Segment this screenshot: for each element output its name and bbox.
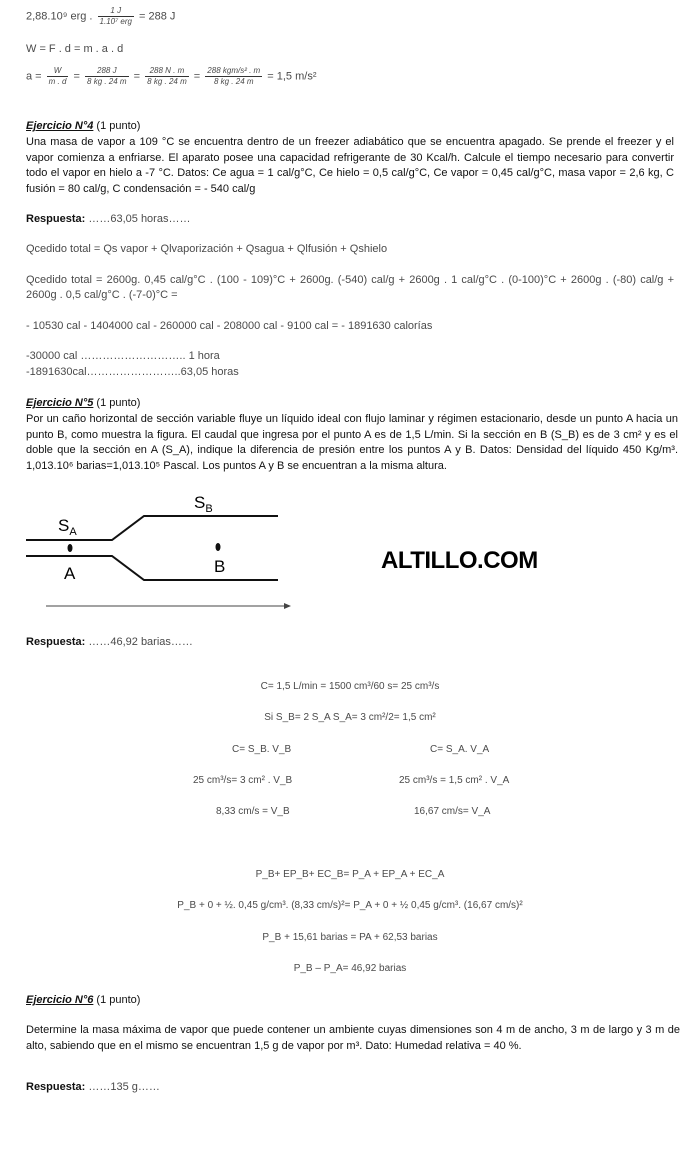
- fraction-1-num: W: [47, 66, 69, 77]
- fraction-4: [205, 66, 262, 87]
- exercise-6-answer: [26, 1080, 160, 1094]
- continuity-b: C= S_B. V_B: [232, 744, 292, 755]
- fraction-2-num: 288 J: [85, 66, 129, 77]
- exercise-4-title: Ejercicio N°4: [26, 120, 94, 132]
- section-line: Si S_B= 2 S_A S_A= 3 cm²/2= 1,5 cm²: [264, 712, 436, 723]
- fraction-4-den: 8 kg . 24 m: [213, 77, 254, 86]
- flow-arrow-head: [284, 603, 291, 609]
- acceleration-prefix: a =: [26, 70, 42, 83]
- conversion-left: 2,88.10⁹ erg .: [26, 10, 93, 23]
- label-sa: $S_A$: [58, 516, 77, 538]
- acceleration-result: = 1,5 m/s²: [267, 70, 317, 83]
- answer-label: Respuesta:: [26, 213, 86, 225]
- fraction-1-den: m . d: [48, 77, 67, 86]
- exercise-4-answer: [26, 212, 190, 226]
- label-sb: $S_B$: [194, 493, 213, 515]
- watermark-logo: ALTILLO.COM: [381, 547, 538, 574]
- pipe-diagram: [20, 488, 310, 616]
- fraction-2: [85, 66, 129, 87]
- exercise-4-points: (1 punto): [93, 120, 141, 132]
- exercise-6-statement: Determine la masa máxima de vapor que puede contener un ambiente cuyas dimensiones son 4 m de ancho, 3 m de largo y 3 m de alto, sabiendo que en el mismo se encuentran 1,5 g de vapor por m³. Dato: Humedad relativa = 40 %.: [26, 1024, 680, 1052]
- answer-value: ……46,92 barias……: [88, 636, 193, 648]
- exercise-4-heading: [26, 119, 140, 133]
- exercise-5-heading: [26, 396, 140, 410]
- continuity-a: C= S_A. V_A: [430, 744, 490, 755]
- exercise-5-answer: [26, 635, 193, 649]
- exercise-6-points: (1 punto): [93, 994, 141, 1006]
- heat-sum-line: - 10530 cal - 1404000 cal - 260000 cal - 208000 cal - 9100 cal = - 1891630 calorías: [26, 320, 433, 332]
- fraction-1: [47, 66, 69, 87]
- label-point-b: B: [214, 557, 226, 576]
- bernoulli-line: P_B+ EP_B+ EC_B= P_A + EP_A + EC_A: [255, 869, 445, 880]
- fraction-3-den: 8 kg . 24 m: [147, 77, 187, 86]
- equals-2: =: [133, 70, 141, 83]
- conversion-denominator: 1.10⁷ erg: [99, 17, 132, 26]
- exercise-6-heading: [26, 993, 140, 1007]
- bernoulli-substitution: P_B + 0 + ½. 0,45 g/cm³. (8,33 cm/s)²= P_A + 0 + ½ 0,45 g/cm³. (16,67 cm/s)²: [177, 900, 523, 911]
- exercise-5-points: (1 punto): [93, 397, 141, 409]
- fraction-2-den: 8 kg . 24 m: [87, 77, 127, 86]
- velocity-b: 8,33 cm/s = V_B: [216, 806, 290, 817]
- conversion-right: = 288 J: [139, 10, 176, 23]
- exercise-6-title: Ejercicio N°6: [26, 994, 94, 1006]
- velocity-a: 16,67 cm/s= V_A: [414, 806, 491, 817]
- equals-3: =: [193, 70, 201, 83]
- exercise-5-title: Ejercicio N°5: [26, 397, 94, 409]
- exercise-5-statement: Por un caño horizontal de sección variable fluye un líquido ideal con flujo laminar y régimen estacionario, desde un punto A hacia un punto B, como muestra la figura. El caudal que ingresa por el punto A es de 1,5 L/min. Si la sección en B (S_B) es de 3 cm² y es el doble que la sección en A (S_A), indique la diferencia de presión entre los puntos A y B. Datos: Densidad del líquido 450 Kg/m³. 1,013.10⁶ barias=1,013.10⁵ Pascal. Los puntos A y B se encuentran a la misma altura.: [26, 413, 678, 472]
- flow-rate-line: C= 1,5 L/min = 1500 cm³/60 s= 25 cm³/s: [260, 681, 440, 692]
- conversion-fraction: [98, 6, 134, 27]
- rate-line-2: -1891630cal……………………..63,05 horas: [26, 366, 239, 378]
- continuity-b-values: 25 cm³/s= 3 cm² . V_B: [193, 775, 293, 786]
- rate-line-1: -30000 cal ……………………….. 1 hora: [26, 350, 220, 362]
- continuity-a-values: 25 cm³/s = 1,5 cm² . V_A: [399, 775, 510, 786]
- answer-label: Respuesta:: [26, 636, 86, 648]
- heat-total-line: Qcedido total = Qs vapor + Qlvaporización + Qsagua + Qlfusión + Qshielo: [26, 243, 388, 255]
- point-b-dot: [216, 543, 221, 551]
- exercise-4-statement: Una masa de vapor a 109 °C se encuentra dentro de un freezer adiabático que se encuentra apagado. Se prende el freezer y el vapor comienza a enfriarse. El aparato posee una capacidad refrigerante de 30 Kcal/h. Calcule el tiempo necesario para convertir todo el vapor en hielo a -7 °C. Datos: Ce agua = 1 cal/g°C, Ce hielo = 0,5 cal/g°C, Ce vapor = 0,45 cal/g°C, masa vapor = 2,6 kg, C fusión = 80 cal/g, C condensación = - 540 cal/g: [26, 136, 674, 195]
- label-point-a: A: [64, 564, 76, 583]
- answer-label: Respuesta:: [26, 1081, 86, 1093]
- energy-conversion-line: [26, 6, 175, 27]
- point-a-dot: [68, 544, 73, 552]
- heat-calc-line: Qcedido total = 2600g. 0,45 cal/g°C . (100 - 109)°C + 2600g. (-540) cal/g + 2600g . 1 cal/g°C . (0-100)°C + 2600g . (-80) cal/g + 2600g . 0,5 cal/g°C . (-7-0)°C =: [26, 274, 674, 301]
- fraction-3: [145, 66, 189, 87]
- fraction-3-num: 288 N . m: [145, 66, 189, 77]
- bernoulli-simplified: P_B + 15,61 barias = PA + 62,53 barias: [262, 932, 438, 943]
- answer-value: ……63,05 horas……: [88, 213, 191, 225]
- equals-1: =: [73, 70, 80, 83]
- work-formula: W = F . d = m . a . d: [26, 43, 124, 55]
- acceleration-formula: [26, 66, 316, 87]
- fraction-4-num: 288 kgm/s² . m: [207, 66, 261, 75]
- answer-value: ……135 g……: [88, 1081, 160, 1093]
- conversion-numerator: 1 J: [98, 6, 134, 17]
- pressure-difference: P_B – P_A= 46,92 barias: [293, 963, 407, 974]
